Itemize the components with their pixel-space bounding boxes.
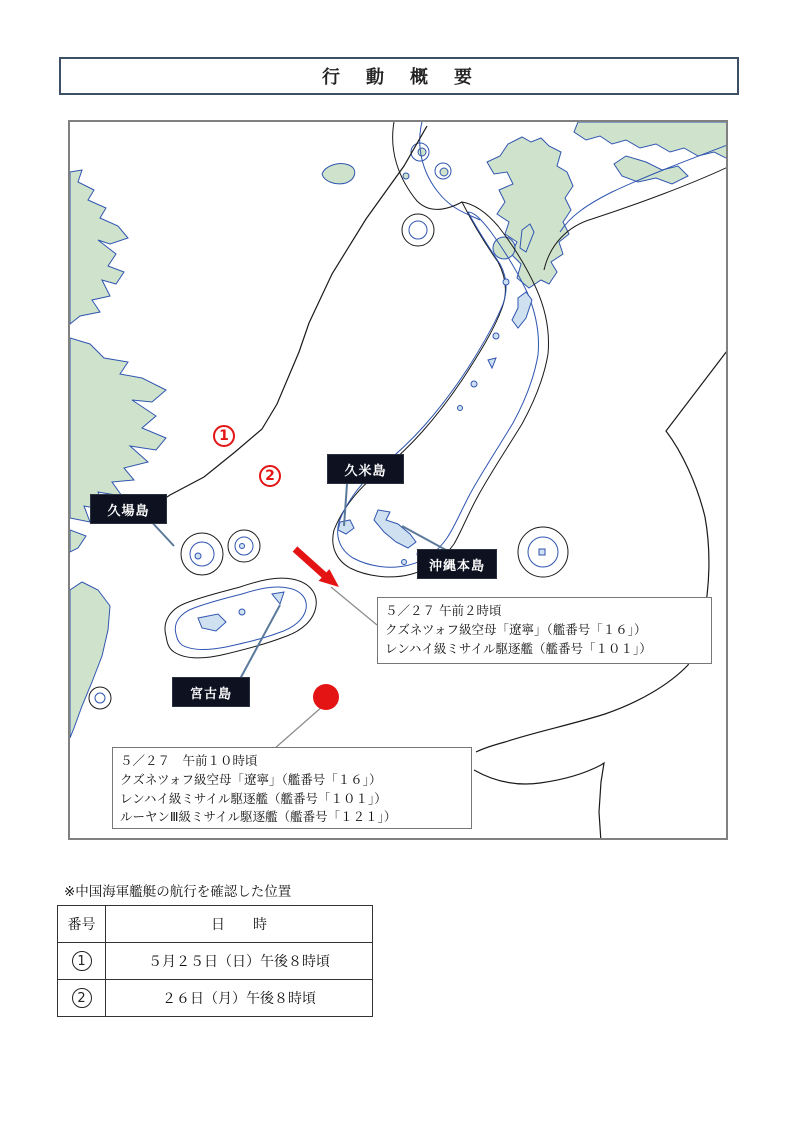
cell-number — [58, 980, 106, 1017]
position-marker-2 — [259, 465, 281, 487]
positions-table — [57, 905, 373, 1017]
annotation-leader-lines — [274, 587, 377, 749]
annotation-line: クズネツォフ級空母「遼寧」（艦番号「１６」） — [120, 771, 382, 787]
miyako-islets — [198, 592, 284, 631]
cell-number — [58, 943, 106, 980]
island-label-kubajima — [90, 494, 167, 524]
page-title: 行 動 概 要 — [322, 67, 476, 88]
circled-number: 1 — [72, 951, 92, 971]
annotation-line: ５／２７ 午前２時頃 — [385, 603, 502, 618]
position-marker-number: 1 — [219, 428, 229, 444]
island-label-okinawa-honto — [417, 549, 497, 579]
kyushu-honshu — [322, 122, 728, 288]
annotation-line: ５／２７ 午前１０時頃 — [120, 753, 258, 768]
cell-datetime: ２６日（月）午後８時頃 — [106, 980, 373, 1017]
annotation-box-2 — [112, 747, 472, 829]
island-label-text: 宮古島 — [189, 686, 232, 702]
eastern-islet — [539, 549, 545, 555]
chain-islets — [338, 279, 532, 565]
cell-datetime: ５月２５日（日）午後８時頃 — [106, 943, 373, 980]
table-row — [58, 980, 373, 1017]
island-label-kumejima — [327, 454, 404, 484]
header-number: 番号 — [58, 906, 106, 943]
annotation-line: レンハイ級ミサイル駆逐艦（艦番号「１０１」） — [385, 640, 652, 656]
table-header-row — [58, 906, 373, 943]
position-marker-number: 2 — [265, 468, 275, 484]
table-row — [58, 943, 373, 980]
right-boundary-line — [474, 347, 728, 840]
kubajima-contours — [181, 530, 260, 575]
circled-number: 2 — [72, 988, 92, 1008]
annotation-line: クズネツォフ級空母「遼寧」（艦番号「１６」） — [385, 621, 647, 637]
annotation-line: レンハイ級ミサイル駆逐艦（艦番号「１０１」） — [120, 790, 387, 806]
position-marker-1 — [213, 425, 235, 447]
island-label-text: 久場島 — [107, 503, 150, 519]
header-datetime: 日 時 — [106, 906, 373, 943]
taiwan — [70, 582, 110, 738]
annotation-box-1 — [377, 597, 712, 664]
page-title-box — [59, 57, 739, 95]
bubble-contour — [409, 221, 427, 239]
island-label-text: 沖縄本島 — [428, 558, 485, 574]
annotation-line: ルーヤンⅢ級ミサイル駆逐艦（艦番号「１２１」） — [120, 809, 397, 825]
position-dot — [313, 684, 339, 710]
operations-map — [68, 120, 728, 840]
island-label-miyakojima — [172, 677, 250, 707]
island-label-text: 久米島 — [344, 463, 387, 479]
map-note: ※中国海軍艦艇の航行を確認した位置 — [64, 884, 292, 900]
